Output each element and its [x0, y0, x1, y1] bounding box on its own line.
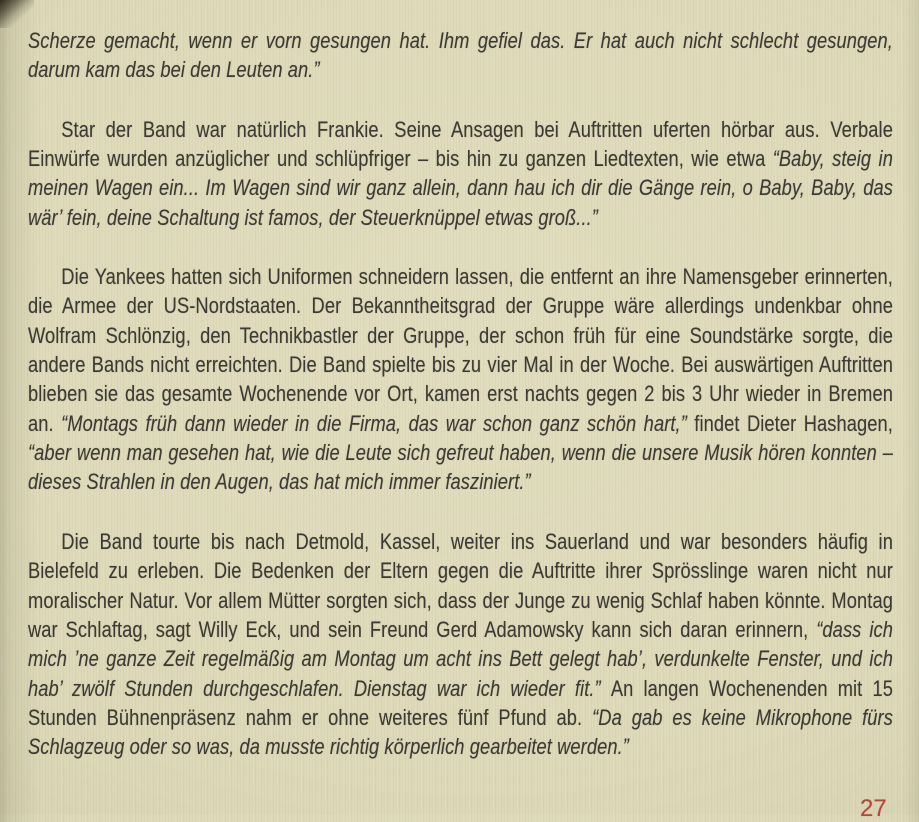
paragraph-yankees — [28, 262, 893, 497]
page-text-block — [28, 26, 893, 792]
body-text: An langen Wochenenden mit 15 Stunden Bühnenpräsenz nahm er ohne weiteres fünf Pfund ab. — [28, 675, 893, 730]
quote-text: “Montags früh dann wieder in die Firma, das war schon ganz schön hart,” — [61, 410, 695, 436]
quote-text: “dass ich mich ’ne ganze Zeit regelmäßig am Montag um acht ins Bett gelegt hab’, verdunkelte Fenster, und ich hab’ zwölf Stunden durchgeschlafen. Dienstag war ich wieder fit.” — [28, 616, 893, 701]
scan-corner-artifact — [0, 0, 34, 28]
quote-text: “Da gab es keine Mikrophone fürs Schlagzeug oder so was, da musste richtig körperlich gearbeitet werden.” — [28, 704, 893, 760]
page-number: 27 — [860, 795, 887, 822]
quote-text: “aber wenn man gesehen hat, wie die Leute sich gefreut haben, wenn die unsere Musik hören konnten – dieses Strahlen in den Augen, das hat mich immer fasziniert.” — [28, 440, 893, 495]
paragraph-frankie — [28, 115, 893, 232]
body-text: findet Dieter Hashagen, — [694, 410, 893, 436]
body-text: Star der Band war natürlich Frankie. Seine Ansagen bei Auftritten uferten hörbar aus. Verbale Einwürfe wurden anzüglicher und schlüpfriger – bis hin zu ganzen Liedtexten, wie etwa — [28, 116, 893, 172]
song-quote-text: “Baby, steig in meinen Wagen ein... Im Wagen sind wir ganz allein, dann hau ich dir die Gänge rein, o Baby, Baby, das wär’ fein, deine Schaltung ist famos, der Steuerknüppel etwas groß...” — [28, 146, 893, 230]
body-text: Die Yankees hatten sich Uniformen schneidern lassen, die entfernt an ihre Namensgeber erinnerten, die Armee der US-Nordstaaten. Der Bekanntheitsgrad der Gruppe wäre allerdings undenkbar ohne Wolfram Schlönzig, den Technikbastler der Gruppe, der schon früh für eine Soundstärke sorgte, die andere Bands nicht erreichten. Die Band spielte bis zu vier Mal in der Woche. Bei auswärtigen Auftritten blieben sie das gesamte Wochenende vor Ort, kamen erst nachts gegen 2 bis 3 Uhr wieder in Bremen an. — [28, 264, 893, 436]
paragraph-continuation — [28, 26, 893, 85]
quote-text: Scherze gemacht, wenn er vorn gesungen hat. Ihm gefiel das. Er hat auch nicht schlecht gesungen, darum kam das bei den Leuten an.” — [28, 28, 893, 83]
body-text: Die Band tourte bis nach Detmold, Kassel, weiter ins Sauerland und war besonders häufig in Bielefeld zu erleben. Die Bedenken der Eltern gegen die Auftritte ihrer Sprösslinge waren nicht nur moralischer Natur. Vor allem Mütter sorgten sich, dass der Junge zu wenig Schlaf haben könnte. Montag war Schlaftag, sagt Willy Eck, und sein Freund Gerd Adamowsky kann sich daran erinnern, — [28, 528, 893, 642]
paragraph-touring — [28, 527, 893, 762]
